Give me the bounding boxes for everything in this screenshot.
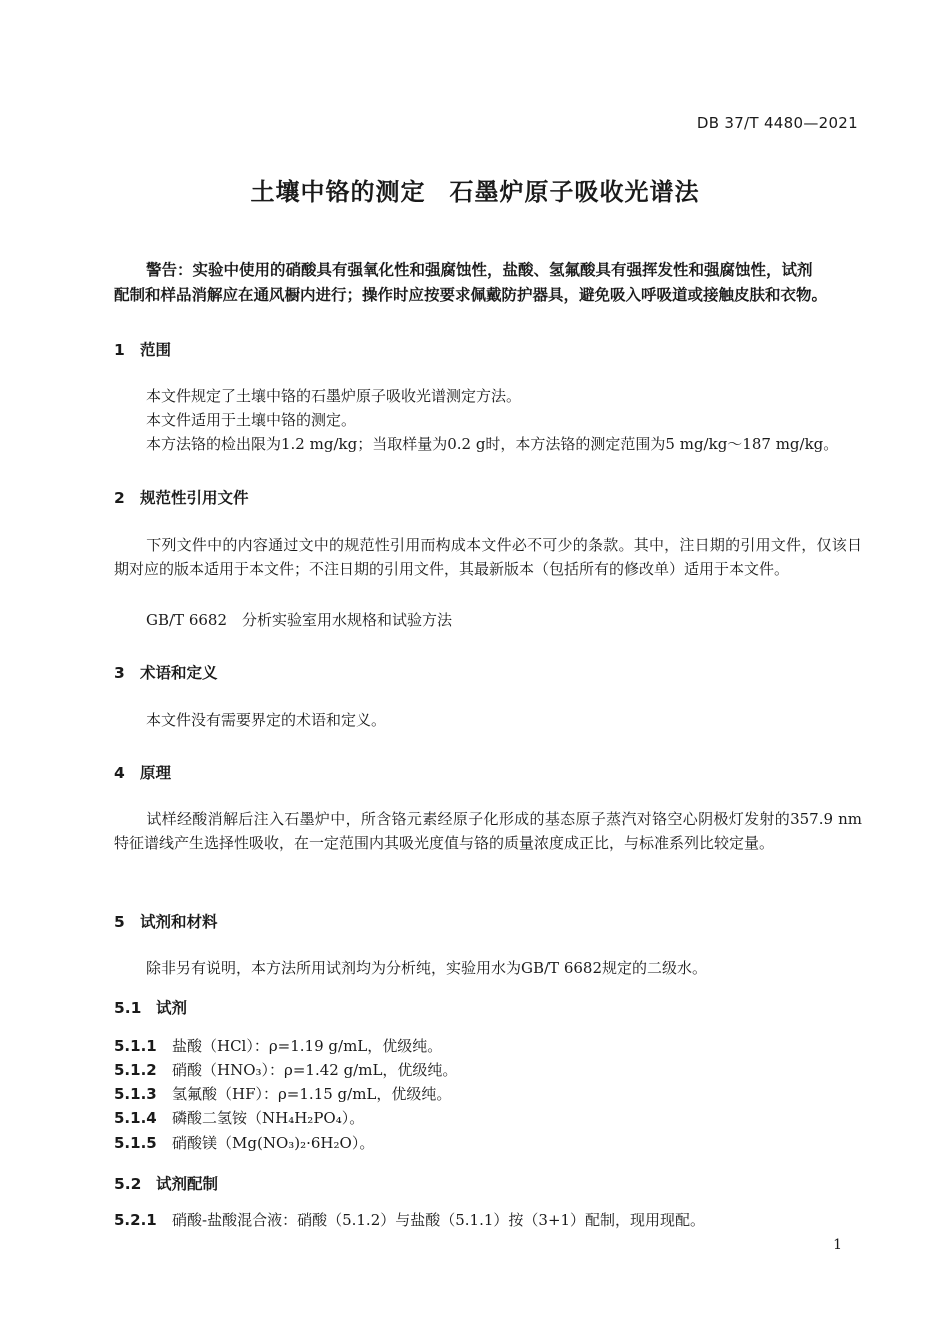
subsection-heading-reagents <box>114 996 187 1018</box>
item-number: 5.1.2 <box>114 1061 157 1079</box>
item-number: 5.1.4 <box>114 1109 157 1127</box>
subsection-heading-reagent-preparation <box>114 1172 218 1194</box>
subsection-number: 5.1 <box>114 999 142 1017</box>
item-number: 5.1.5 <box>114 1134 157 1152</box>
section-heading-reagents-materials <box>114 910 218 932</box>
section-title: 范围 <box>140 341 172 359</box>
section-number: 4 <box>114 764 125 782</box>
reagent-item <box>114 1035 442 1056</box>
section-number: 3 <box>114 664 125 682</box>
section-title: 原理 <box>140 764 172 782</box>
item-text: 氢氟酸（HF）：ρ=1.15 g/mL，优级纯。 <box>172 1085 452 1103</box>
title-part1: 土壤中铬的测定 <box>250 178 426 206</box>
scope-line-3: 本方法铬的检出限为1.2 mg/kg；当取样量为0.2 g时，本方法铬的测定范围为5 mg/kg～187 mg/kg。 <box>146 435 839 453</box>
principle-paragraph <box>114 807 862 855</box>
subsection-number: 5.2 <box>114 1175 142 1193</box>
scope-line-2: 本文件适用于土壤中铬的测定。 <box>146 411 357 429</box>
item-text: 磷酸二氢铵（NH₄H₂PO₄）。 <box>172 1109 365 1127</box>
section-heading-scope <box>114 338 171 360</box>
reference-gbt6682: GB/T 6682 分析实验室用水规格和试验方法 <box>146 611 453 629</box>
warning-line2: 配制和样品消解应在通风橱内进行；操作时应按要求佩戴防护器具，避免吸入呼吸道或接触皮肤和衣物。 <box>114 286 828 304</box>
section-number: 2 <box>114 489 125 507</box>
item-text: 盐酸（HCl）：ρ=1.19 g/mL，优级纯。 <box>172 1037 443 1055</box>
section-heading-normative-references <box>114 486 249 508</box>
item-number: 5.1.1 <box>114 1037 157 1055</box>
title-part2: 石墨炉原子吸收光谱法 <box>449 178 700 206</box>
subsection-title: 试剂配制 <box>156 1175 219 1193</box>
terms-text: 本文件没有需要界定的术语和定义。 <box>146 711 387 729</box>
warning-line1: 警告：实验中使用的硝酸具有强氧化性和强腐蚀性，盐酸、氢氟酸具有强挥发性和强腐蚀性，试剂 <box>146 261 813 279</box>
paragraph-text: 试样经酸消解后注入石墨炉中，所含铬元素经原子化形成的基态原子蒸汽对铬空心阴极灯发射的357.9 nm特征谱线产生选择性吸收，在一定范围内其吸光度值与铬的质量浓度成正比，与标准系列比较定量。 <box>114 810 862 852</box>
document-title <box>0 172 950 207</box>
document-code: DB 37/T 4480—2021 <box>696 114 858 132</box>
item-number: 5.1.3 <box>114 1085 157 1103</box>
item-text: 硝酸（HNO₃）：ρ=1.42 g/mL，优级纯。 <box>172 1061 458 1079</box>
scope-line-1: 本文件规定了土壤中铬的石墨炉原子吸收光谱测定方法。 <box>146 387 522 405</box>
section-number: 1 <box>114 341 125 359</box>
reagent-item <box>114 1132 374 1153</box>
reagents-intro-text: 除非另有说明，本方法所用试剂均为分析纯，实验用水为GB/T 6682规定的二级水。 <box>146 959 708 977</box>
section-heading-terms <box>114 661 218 683</box>
item-text: 硝酸-盐酸混合液：硝酸（5.1.2）与盐酸（5.1.1）按（3+1）配制，现用现配。 <box>172 1211 706 1229</box>
section-title: 试剂和材料 <box>140 913 218 931</box>
section-heading-principle <box>114 761 171 783</box>
item-text: 硝酸镁（Mg(NO₃)₂·6H₂O）。 <box>172 1134 375 1152</box>
reagent-item <box>114 1059 457 1080</box>
section-number: 5 <box>114 913 125 931</box>
section-title: 规范性引用文件 <box>140 489 249 507</box>
reagent-item <box>114 1083 451 1104</box>
item-number: 5.2.1 <box>114 1211 157 1229</box>
preparation-item <box>114 1209 705 1230</box>
reagent-item <box>114 1107 364 1128</box>
normative-references-paragraph <box>114 533 862 581</box>
paragraph-text: 下列文件中的内容通过文中的规范性引用而构成本文件必不可少的条款。其中，注日期的引用文件，仅该日期对应的版本适用于本文件；不注日期的引用文件，其最新版本（包括所有的修改单）适用于本文件。 <box>114 536 862 578</box>
warning-paragraph <box>114 258 862 308</box>
section-title: 术语和定义 <box>140 664 218 682</box>
page-number: 1 <box>833 1237 842 1253</box>
subsection-title: 试剂 <box>156 999 188 1017</box>
